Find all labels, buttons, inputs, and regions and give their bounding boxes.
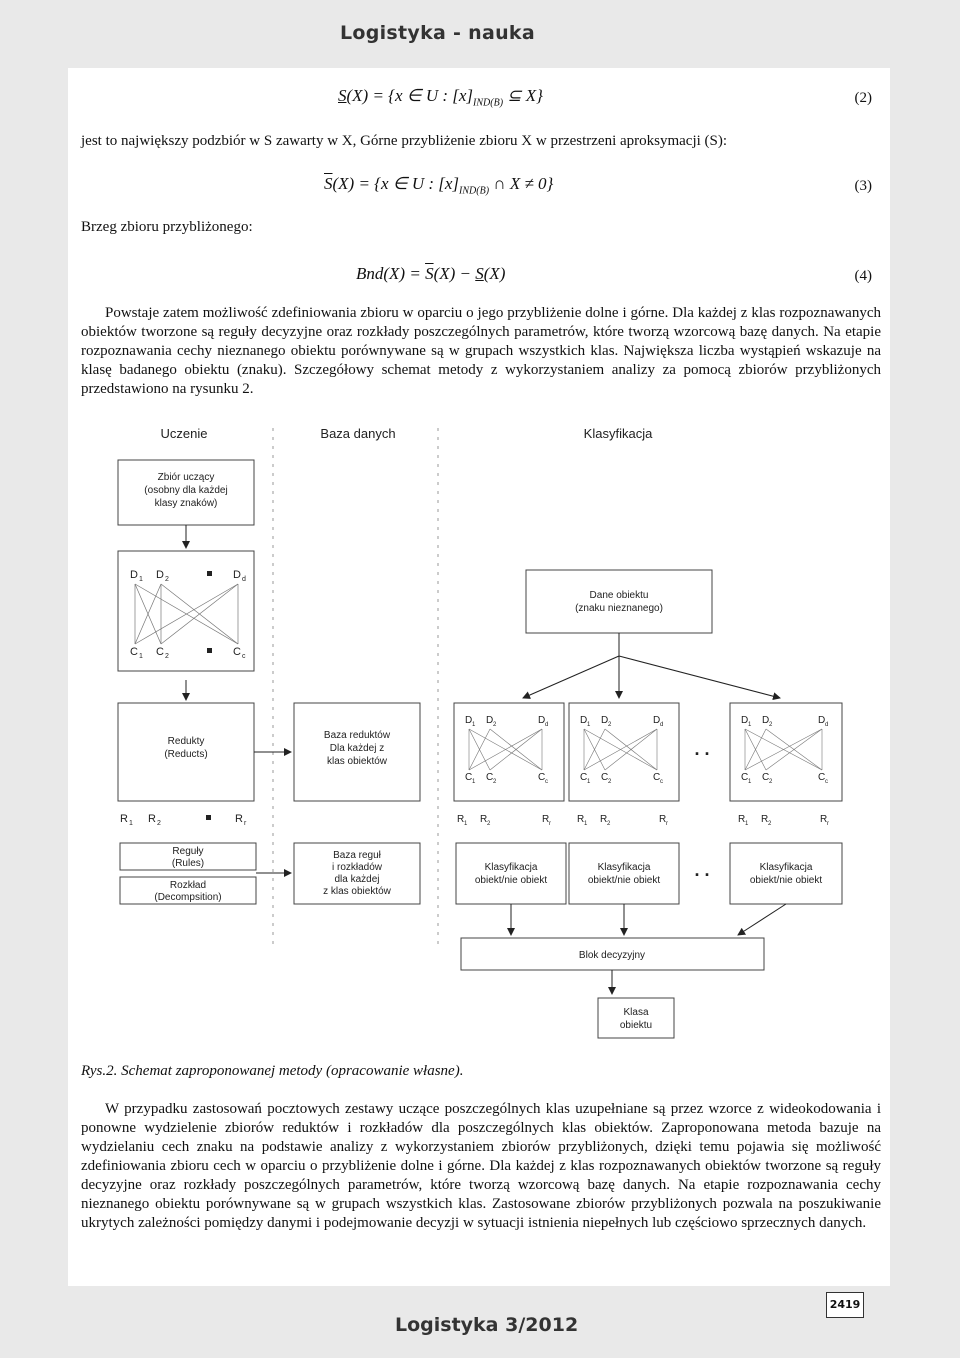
svg-text:Reguły: Reguły bbox=[172, 846, 204, 857]
svg-text:C: C bbox=[653, 772, 661, 783]
svg-text:D: D bbox=[653, 715, 661, 726]
svg-text:2: 2 bbox=[165, 576, 169, 583]
svg-text:1: 1 bbox=[584, 821, 588, 827]
svg-text:C: C bbox=[762, 772, 770, 783]
method-diagram bbox=[68, 418, 890, 1068]
ellipsis-1: . . bbox=[694, 739, 710, 759]
object-data-box bbox=[526, 570, 712, 633]
cls-group-2 bbox=[569, 703, 679, 904]
training-set-line2: (osobny dla każdej bbox=[144, 485, 228, 496]
svg-text:2: 2 bbox=[157, 820, 161, 827]
formula-3: $\overline{S}(X) = \{x$ ∈ U : $[x]_{IND(B)}$ ∩ X ≠ 0} bbox=[324, 174, 554, 197]
svg-text:R: R bbox=[820, 814, 828, 825]
formula-2: S(X) = {x ∈ U : $[x]_{IND(B)}$ ⊆ X} bbox=[338, 86, 543, 109]
formula-3-number: (3) bbox=[854, 178, 872, 194]
svg-text:(Rules): (Rules) bbox=[171, 858, 205, 869]
page-content bbox=[68, 68, 890, 1286]
svg-text:1: 1 bbox=[748, 722, 752, 728]
svg-text:d: d bbox=[242, 576, 246, 583]
svg-text:1: 1 bbox=[748, 779, 752, 785]
svg-text:D: D bbox=[233, 569, 241, 581]
svg-text:Klasyfikacja: Klasyfikacja bbox=[759, 862, 813, 873]
svg-text:obiekt/nie obiekt: obiekt/nie obiekt bbox=[587, 875, 661, 886]
svg-text:1: 1 bbox=[464, 821, 468, 827]
svg-text:C: C bbox=[601, 772, 609, 783]
paragraph-2: W przypadku zastosowań pocztowych zestawy uczące poszczególnych klas uzupełniane są przez wzorce z wideokodowania i ponowne wydzielenie zbiorów reduktów i rozkładów dla poszczególnych klas obiektów. Zaproponowana metoda bazuje na wydzielaniu cech znaku na podstawie analizy z wykorzystaniem zbiorów przybliżonych, dzięki temu pojawia się możliwość zdefiniowania zbioru cech w oparciu o przybliżenie dolne i górne. Dla każdej z klas rozpoznawanych obiektów tworzone są reguły decyzyjne oraz rozkłady poszczególnych parametrów, które tworzą wzorcową bazę danych. Na etapie rozpoznawania cechy nieznanego obiektu porównywane są w grupach wszystkich klas. Zastosowane zbiorów przybliżonych pozwala na poszukiwanie ukrytych zależności pomiędzy danymi i podejmowanie decyzji w sytuacji istnienia niepełnych lub częściowo sprzecznych danych. bbox=[81, 1101, 881, 1231]
page-number: 2419 bbox=[826, 1292, 864, 1318]
svg-text:1: 1 bbox=[587, 722, 591, 728]
column-headers bbox=[161, 426, 654, 441]
svg-text:Dla każdej z: Dla każdej z bbox=[329, 743, 385, 754]
svg-text:obiekt/nie obiekt: obiekt/nie obiekt bbox=[749, 875, 823, 886]
svg-text:R: R bbox=[457, 814, 465, 825]
paragraph-1: Powstaje zatem możliwość zdefiniowania zbioru w oparciu o jego przybliżenie dolne i górne. Dla każdej z klas rozpoznawanych obiektów tworzone są reguły decyzyjne oraz rozkłady poszczególnych parametrów, które tworzą wzorcową bazę danych. Na etapie rozpoznawania cechy nieznanego obiektu porównywane są w grupach wszystkich klas. Największa liczba wystąpień wskazuje na klasę badanego obiektu (znaku). Szczegółowy schemat metody z wykorzystaniem analizy za pomocą zbiorów przybliżonych przedstawiono na rysunku 2. bbox=[81, 305, 881, 397]
svg-text:2: 2 bbox=[493, 779, 497, 785]
object-class-box bbox=[598, 998, 674, 1038]
svg-text:dla każdej: dla każdej bbox=[334, 874, 380, 885]
formula-4-number: (4) bbox=[854, 268, 872, 284]
svg-text:R: R bbox=[120, 813, 128, 825]
figure-caption: Rys.2. Schemat zaproponowanej metody (opracowanie własne). bbox=[81, 1063, 464, 1079]
svg-text:R: R bbox=[542, 814, 550, 825]
cls-group-1 bbox=[454, 703, 566, 904]
svg-text:c: c bbox=[242, 653, 246, 660]
formula-2-number: (2) bbox=[854, 90, 872, 106]
svg-text:i rozkładów: i rozkładów bbox=[331, 862, 383, 873]
svg-text:1: 1 bbox=[745, 821, 749, 827]
training-set-line1: Zbiór uczący bbox=[157, 472, 215, 483]
svg-text:Klasyfikacja: Klasyfikacja bbox=[597, 862, 651, 873]
svg-text:obiekt/nie obiekt: obiekt/nie obiekt bbox=[474, 875, 548, 886]
svg-text:2: 2 bbox=[608, 722, 612, 728]
svg-text:2: 2 bbox=[768, 821, 772, 827]
col-uczenie: Uczenie bbox=[160, 426, 208, 441]
col-baza: Baza danych bbox=[320, 426, 396, 441]
formula-4: $Bnd(X) = \overline{S}(X) - S(X)$ bbox=[356, 264, 506, 283]
svg-text:(Reducts): (Reducts) bbox=[164, 749, 208, 760]
svg-text:(Decompsition): (Decompsition) bbox=[154, 892, 222, 903]
svg-text:1: 1 bbox=[139, 576, 143, 583]
svg-text:1: 1 bbox=[139, 653, 143, 660]
svg-text:R: R bbox=[600, 814, 608, 825]
svg-text:Klasyfikacja: Klasyfikacja bbox=[484, 862, 538, 873]
svg-text:R: R bbox=[659, 814, 667, 825]
svg-text:2: 2 bbox=[487, 821, 491, 827]
svg-text:D: D bbox=[818, 715, 826, 726]
header-title: Logistyka - nauka bbox=[339, 22, 535, 44]
svg-text:D: D bbox=[486, 715, 494, 726]
col-klasyfikacja: Klasyfikacja bbox=[583, 426, 653, 441]
svg-text:D: D bbox=[156, 569, 164, 581]
svg-text:D: D bbox=[762, 715, 770, 726]
text-line-1: jest to największy podzbiór w S zawarty w X, Górne przybliżenie zbioru X w przestrzeni aproksymacji (S): bbox=[81, 133, 728, 149]
training-set-line3: klasy znaków) bbox=[154, 498, 218, 509]
svg-text:Redukty: Redukty bbox=[167, 736, 205, 747]
svg-text:r: r bbox=[244, 820, 247, 827]
svg-text:D: D bbox=[580, 715, 588, 726]
svg-text:2: 2 bbox=[493, 722, 497, 728]
svg-text:R: R bbox=[148, 813, 156, 825]
svg-text:d: d bbox=[825, 722, 829, 728]
svg-text:D: D bbox=[741, 715, 749, 726]
svg-text:1: 1 bbox=[472, 779, 476, 785]
svg-text:2: 2 bbox=[607, 821, 611, 827]
svg-text:D: D bbox=[601, 715, 609, 726]
svg-text:c: c bbox=[660, 779, 663, 785]
svg-text:r: r bbox=[827, 821, 829, 827]
svg-text:klas obiektów: klas obiektów bbox=[326, 756, 388, 767]
svg-text:r: r bbox=[549, 821, 551, 827]
text-line-2: Brzeg zbioru przybliżonego: bbox=[81, 219, 253, 235]
svg-text:C: C bbox=[130, 646, 138, 658]
footer-title: Logistyka 3/2012 bbox=[395, 1314, 579, 1336]
svg-text:D: D bbox=[538, 715, 546, 726]
svg-text:C: C bbox=[818, 772, 826, 783]
svg-text:C: C bbox=[233, 646, 241, 658]
svg-text:d: d bbox=[545, 722, 549, 728]
svg-text:R: R bbox=[480, 814, 488, 825]
svg-text:obiektu: obiektu bbox=[619, 1020, 653, 1031]
svg-text:C: C bbox=[538, 772, 546, 783]
classification-groups bbox=[454, 703, 842, 904]
svg-text:C: C bbox=[156, 646, 164, 658]
svg-text:R: R bbox=[577, 814, 585, 825]
svg-text:R: R bbox=[235, 813, 243, 825]
svg-text:1: 1 bbox=[129, 820, 133, 827]
svg-text:(znaku nieznanego): (znaku nieznanego) bbox=[575, 603, 663, 614]
svg-text:2: 2 bbox=[769, 722, 773, 728]
svg-text:Dane obiektu: Dane obiektu bbox=[589, 590, 649, 601]
svg-text:C: C bbox=[465, 772, 473, 783]
svg-text:Klasa: Klasa bbox=[623, 1007, 649, 1018]
decision-block-label: Blok decyzyjny bbox=[578, 950, 646, 961]
svg-text:1: 1 bbox=[587, 779, 591, 785]
svg-text:d: d bbox=[660, 722, 664, 728]
svg-text:2: 2 bbox=[769, 779, 773, 785]
svg-text:C: C bbox=[580, 772, 588, 783]
svg-text:D: D bbox=[130, 569, 138, 581]
svg-text:1: 1 bbox=[472, 722, 476, 728]
svg-text:2: 2 bbox=[608, 779, 612, 785]
svg-text:R: R bbox=[738, 814, 746, 825]
svg-text:C: C bbox=[741, 772, 749, 783]
svg-text:2: 2 bbox=[165, 653, 169, 660]
svg-text:c: c bbox=[825, 779, 828, 785]
svg-text:C: C bbox=[486, 772, 494, 783]
svg-text:z klas obiektów: z klas obiektów bbox=[323, 886, 391, 897]
svg-text:Rozkład: Rozkład bbox=[169, 880, 207, 891]
learning-r-row bbox=[120, 813, 247, 827]
ellipsis-2: . . bbox=[694, 860, 710, 880]
svg-text:r: r bbox=[666, 821, 668, 827]
svg-text:R: R bbox=[761, 814, 769, 825]
svg-text:D: D bbox=[465, 715, 473, 726]
svg-text:Baza reguł: Baza reguł bbox=[333, 850, 381, 861]
svg-text:c: c bbox=[545, 779, 548, 785]
cls-group-3 bbox=[730, 703, 842, 904]
svg-text:Baza reduktów: Baza reduktów bbox=[323, 730, 391, 741]
